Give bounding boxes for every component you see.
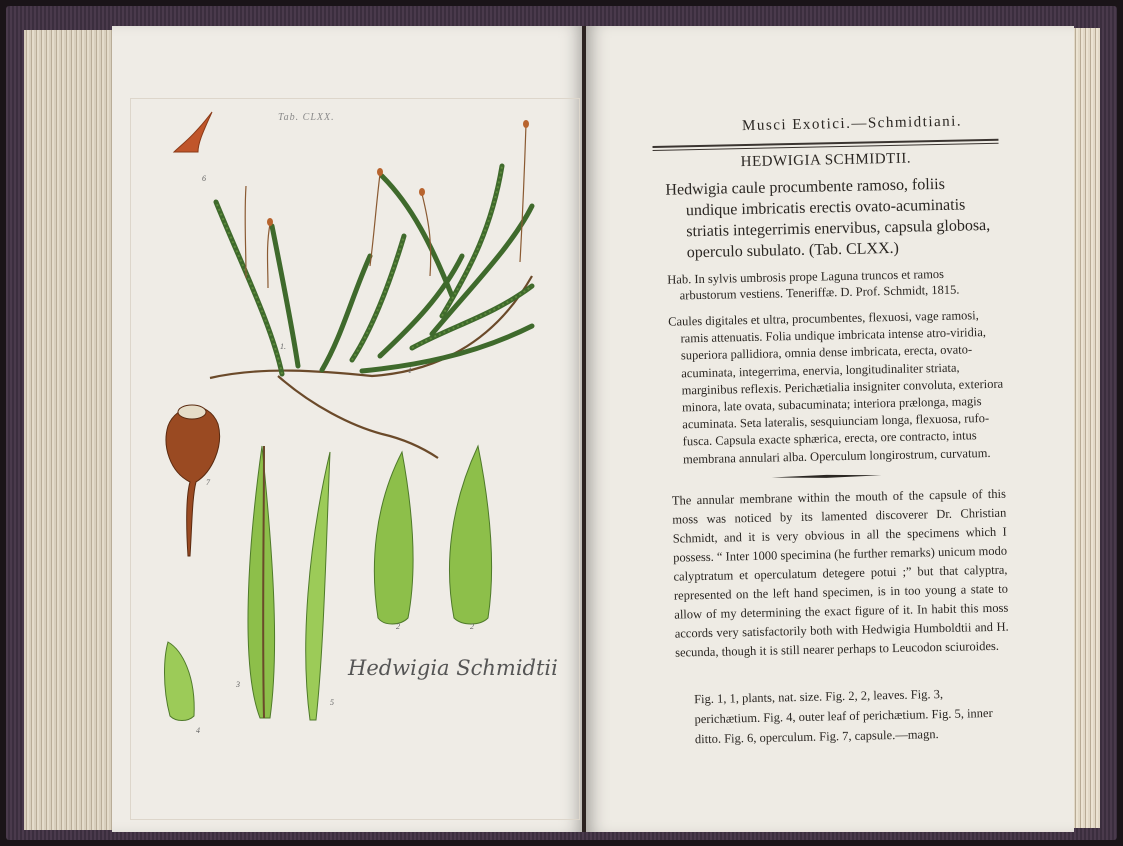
operculum-figure <box>174 112 212 152</box>
leaf-figure-b <box>449 446 491 624</box>
figure-explanation: Fig. 1, 1, plants, nat. size. Fig. 2, 2, leaves. Fig. 3, perichætium. Fig. 4, outer leaf of perichætium. Fig. 5, inner ditto. Fig. 6, operculum. Fig. 7, capsule.—magn. <box>693 687 993 747</box>
running-head: Musci Exotici.—Schmidtiani. <box>741 113 963 135</box>
fig-label-1b: 1 <box>408 366 412 375</box>
species-description: Caules digitales et ultra, procumbentes, flexuosi, vage ramosi, ramis attenuatis. Folia undique imbricata intense atro-viridia, superiora pallidiora, omnia dense imbricata, erecta, ovato-acuminata, integerrima, enervia, longitudinaliter striata, marginibus reflexis. Perichætialia insigniter convoluta, exteriora minora, late ovata, subacuminata; interiora prælonga, magis acuminata. Seta lateralis, sesquiunciam longa, flexuosa, rufo-fusca. Capsula exacte sphærica, erecta, ore contracto, intus membrana annulari alba. Operculum longirostrum, curvatum. <box>668 308 1004 467</box>
fig-label-7: 7 <box>206 478 210 487</box>
species-diagnosis: Hedwigia caule procumbente ramoso, foliis undique imbricatis erectis ovato-acuminatis striatis integerrimis enervibus, capsula globosa, operculo subulato. (Tab. CLXX.) <box>665 175 991 262</box>
habitat-note: Hab. In sylvis umbrosis prope Laguna truncos et ramos arbustorum vestiens. Teneriffæ. D. Prof. Schmidt, 1815. <box>667 266 960 303</box>
commentary-paragraph: The annular membrane within the mouth of the capsule of this moss was noticed by its lamented discoverer Dr. Christian Schmidt, and it is very obvious in all the specimens which I possess. “ Inter 1000 specimina (he further remarks) unicum modo calyptratum et operculatum detegere potui ;” but that calyptra, represented on the left hand specimen, is in too young a state to allow of my determining the exact figure of it. In habit this moss accords very satisfactorily both with Hedwigia Humboldtii and H. secunda, though it is still nearer perhaps to Leucodon sciuroides. <box>671 486 1009 660</box>
fig-label-5: 5 <box>330 698 334 707</box>
text-page <box>586 26 1074 832</box>
left-page-edges <box>24 30 122 830</box>
plate-page <box>112 26 584 832</box>
moss-branches <box>216 166 532 374</box>
fig-label-1a: 1. <box>280 342 286 351</box>
fig-label-3: 3 <box>236 680 240 689</box>
outer-leaf-figure <box>165 642 195 721</box>
species-title: HEDWIGIA SCHMIDTII. <box>740 150 912 171</box>
moss-illustration <box>112 26 584 832</box>
plate-number: Tab. CLXX. <box>278 112 335 123</box>
fig-label-6: 6 <box>202 174 206 183</box>
inner-leaf-figure <box>306 452 330 720</box>
capsule-figure <box>166 405 220 556</box>
text-block <box>650 18 1067 832</box>
perichaetium-figure <box>248 446 275 718</box>
plate-signature: Hedwigia Schmidtii <box>348 656 558 680</box>
fig-label-4: 4 <box>196 726 200 735</box>
leaf-figure-a <box>374 452 413 624</box>
setae <box>245 124 526 288</box>
fig-label-2b: 2 <box>470 622 474 631</box>
section-divider <box>771 473 881 479</box>
fig-label-2a: 2 <box>396 622 400 631</box>
